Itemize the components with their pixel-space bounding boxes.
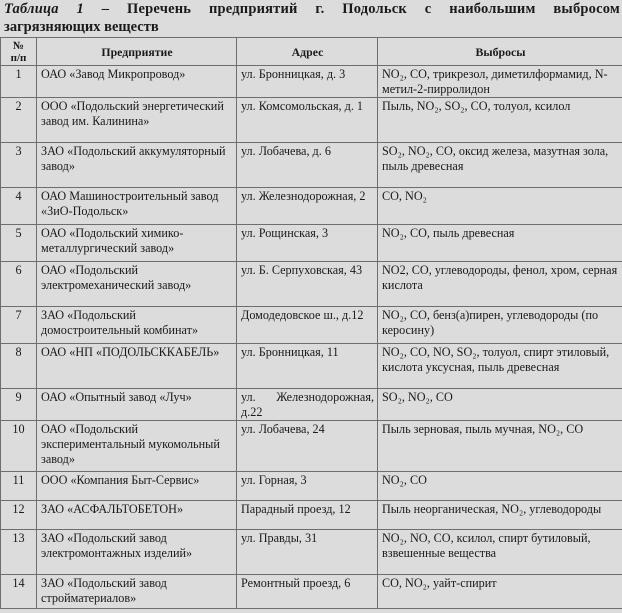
row-number: 14 — [1, 575, 37, 609]
enterprises-table — [0, 37, 622, 609]
table-row — [1, 225, 622, 262]
row-address: ул. Бронницкая, 11 — [237, 344, 378, 389]
row-address: ул. Бронницкая, д. 3 — [237, 66, 378, 98]
row-number: 12 — [1, 501, 37, 530]
table-row — [1, 262, 622, 307]
header-address: Адрес — [237, 38, 378, 66]
header-enterprise: Предприятие — [37, 38, 237, 66]
row-address: ул. Лобачева, 24 — [237, 421, 378, 472]
table-row — [1, 344, 622, 389]
row-address: ул. Правды, 31 — [237, 530, 378, 575]
row-enterprise: ЗАО «АСФАЛЬТОБЕТОН» — [37, 501, 237, 530]
table-row — [1, 472, 622, 501]
row-emissions: NO₂, CO, бенз(а)пирен, углеводороды (по керосину) — [378, 307, 622, 344]
row-enterprise: ОАО «Подольский химико-металлургический завод» — [37, 225, 237, 262]
table-row — [1, 143, 622, 188]
row-enterprise: ООО «Компания Быт-Сервис» — [37, 472, 237, 501]
row-enterprise: ОАО «НП «ПОДОЛЬСККАБЕЛЬ» — [37, 344, 237, 389]
row-emissions: CO, NO₂ — [378, 188, 622, 225]
row-number: 5 — [1, 225, 37, 262]
row-enterprise: ЗАО «Подольский аккумуляторный завод» — [37, 143, 237, 188]
row-address: ул. Железнодорожная, д.22 — [237, 389, 378, 421]
table-body — [1, 66, 622, 609]
row-number: 11 — [1, 472, 37, 501]
header-num-line1: № — [12, 39, 25, 52]
row-enterprise: ОАО «Завод Микропровод» — [37, 66, 237, 98]
caption-title-line1: – Перечень предприятий г. Подольск с наибольшим выбросом — [101, 1, 620, 17]
row-emissions: CO, NO₂, уайт-спирит — [378, 575, 622, 609]
row-number: 6 — [1, 262, 37, 307]
row-address: ул. Лобачева, д. 6 — [237, 143, 378, 188]
row-number: 2 — [1, 98, 37, 143]
row-emissions: NO₂, CO, трикрезол, диметилформамид, N-метил-2-пирролидон — [378, 66, 622, 98]
row-address: ул. Рощинская, 3 — [237, 225, 378, 262]
row-emissions: Пыль, NO₂, SO₂, CO, толуол, ксилол — [378, 98, 622, 143]
row-number: 8 — [1, 344, 37, 389]
header-emissions: Выбросы — [378, 38, 622, 66]
row-enterprise: ООО «Подольский энергетический завод им. Калинина» — [37, 98, 237, 143]
row-enterprise: ОАО «Опытный завод «Луч» — [37, 389, 237, 421]
table-row — [1, 501, 622, 530]
table-caption — [4, 0, 620, 18]
row-emissions: NO₂, CO, пыль древесная — [378, 225, 622, 262]
row-number: 9 — [1, 389, 37, 421]
table-row — [1, 530, 622, 575]
row-number: 1 — [1, 66, 37, 98]
header-num-line2: п/п — [10, 51, 27, 64]
row-number: 7 — [1, 307, 37, 344]
row-address: Парадный проезд, 12 — [237, 501, 378, 530]
row-address: Ремонтный проезд, 6 — [237, 575, 378, 609]
row-enterprise: ОАО Машиностроительный завод «ЗиО-Подольск» — [37, 188, 237, 225]
row-address: ул. Железнодорожная, 2 — [237, 188, 378, 225]
row-emissions: SO₂, NO₂, CO, оксид железа, мазутная зола, пыль древесная — [378, 143, 622, 188]
row-emissions: NO₂, CO, NO, SO₂, толуол, спирт этиловый, кислота уксусная, пыль древесная — [378, 344, 622, 389]
row-address: Домодедовское ш., д.12 — [237, 307, 378, 344]
row-emissions: SO₂, NO₂, CO — [378, 389, 622, 421]
table-row — [1, 575, 622, 609]
row-emissions: NO₂, CO — [378, 472, 622, 501]
header-num — [1, 38, 37, 66]
row-emissions: NO2, CO, углеводороды, фенол, хром, серная кислота — [378, 262, 622, 307]
row-number: 3 — [1, 143, 37, 188]
table-row — [1, 307, 622, 344]
table-header-row — [1, 38, 622, 66]
table-row — [1, 389, 622, 421]
row-emissions: Пыль зерновая, пыль мучная, NO₂, CO — [378, 421, 622, 472]
row-address: ул. Горная, 3 — [237, 472, 378, 501]
caption-label: Таблица 1 — [4, 1, 84, 17]
row-emissions: Пыль неорганическая, NO₂, углеводороды — [378, 501, 622, 530]
row-enterprise: ОАО «Подольский электромеханический завод» — [37, 262, 237, 307]
table-row — [1, 421, 622, 472]
row-number: 4 — [1, 188, 37, 225]
table-row — [1, 98, 622, 143]
row-enterprise: ОАО «Подольский экспериментальный мукомольный завод» — [37, 421, 237, 472]
row-enterprise: ЗАО «Подольский завод электромонтажных изделий» — [37, 530, 237, 575]
row-number: 13 — [1, 530, 37, 575]
row-emissions: NO₂, NO, CO, ксилол, спирт бутиловый, взвешенные вещества — [378, 530, 622, 575]
row-enterprise: ЗАО «Подольский домостроительный комбинат» — [37, 307, 237, 344]
row-enterprise: ЗАО «Подольский завод стройматериалов» — [37, 575, 237, 609]
row-number: 10 — [1, 421, 37, 472]
caption-title-line2: загрязняющих веществ — [4, 19, 159, 35]
table-row — [1, 188, 622, 225]
row-address: ул. Б. Серпуховская, 43 — [237, 262, 378, 307]
table-row — [1, 66, 622, 98]
row-address: ул. Комсомольская, д. 1 — [237, 98, 378, 143]
